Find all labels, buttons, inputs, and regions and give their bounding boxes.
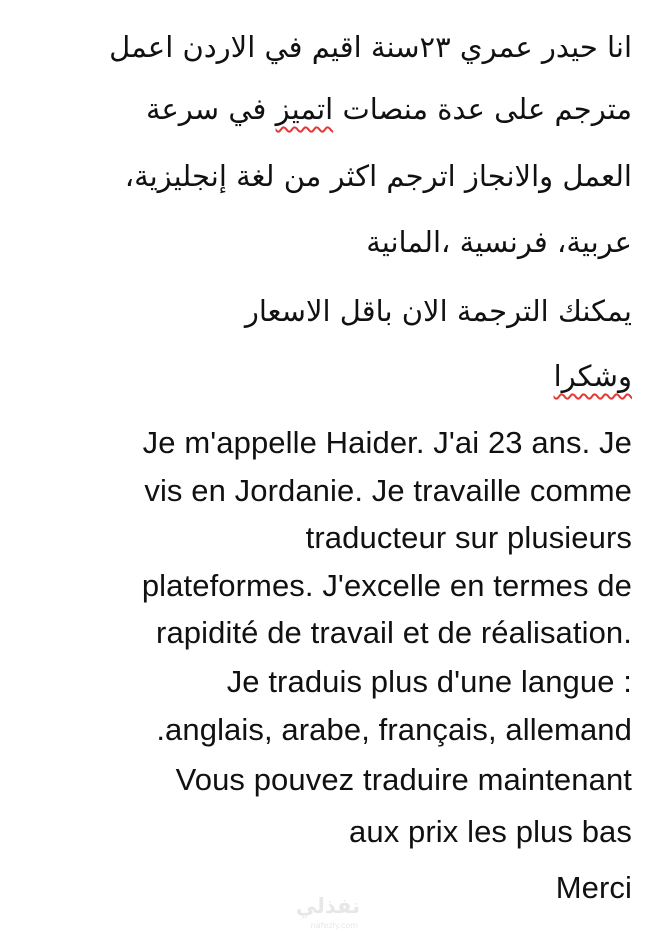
french-line-8: Vous pouvez traduire maintenant — [175, 762, 632, 797]
french-line-9: aux prix les plus bas — [349, 814, 632, 849]
arabic-line-2-end: في سرعة — [145, 92, 276, 126]
french-line-7: .anglais, arabe, français, allemand — [156, 712, 632, 747]
arabic-line-1: انا حيدر عمري ٢٣سنة اقيم في الاردن اعمل — [109, 30, 632, 64]
arabic-line-2-start: مترجم على عدة منصات — [333, 92, 632, 126]
spellcheck-marked-word[interactable]: اتميز — [275, 92, 334, 126]
french-line-10: Merci — [555, 870, 632, 905]
site-watermark — [288, 894, 360, 930]
french-line-1: Je m'appelle Haider. J'ai 23 ans. Je — [142, 425, 632, 460]
arabic-line-5: يمكنك الترجمة الان باقل الاسعار — [244, 294, 632, 328]
watermark-url: nafezly.com — [310, 921, 358, 930]
french-line-5: rapidité de travail et de réalisation. — [156, 615, 632, 650]
arabic-line-6[interactable]: وشكرا — [553, 359, 632, 393]
watermark-logo-text: نفذلي — [295, 894, 360, 918]
arabic-line-4: عربية، فرنسية ،المانية — [366, 225, 632, 259]
arabic-line-3: العمل والانجاز اترجم اكثر من لغة إنجليزية، — [124, 159, 632, 193]
french-line-2: vis en Jordanie. Je travaille comme — [144, 473, 632, 508]
arabic-line-2 — [145, 92, 632, 126]
french-line-3: traducteur sur plusieurs — [305, 520, 632, 555]
french-line-6: Je traduis plus d'une langue : — [226, 664, 632, 699]
french-line-4: plateformes. J'excelle en termes de — [141, 568, 632, 603]
